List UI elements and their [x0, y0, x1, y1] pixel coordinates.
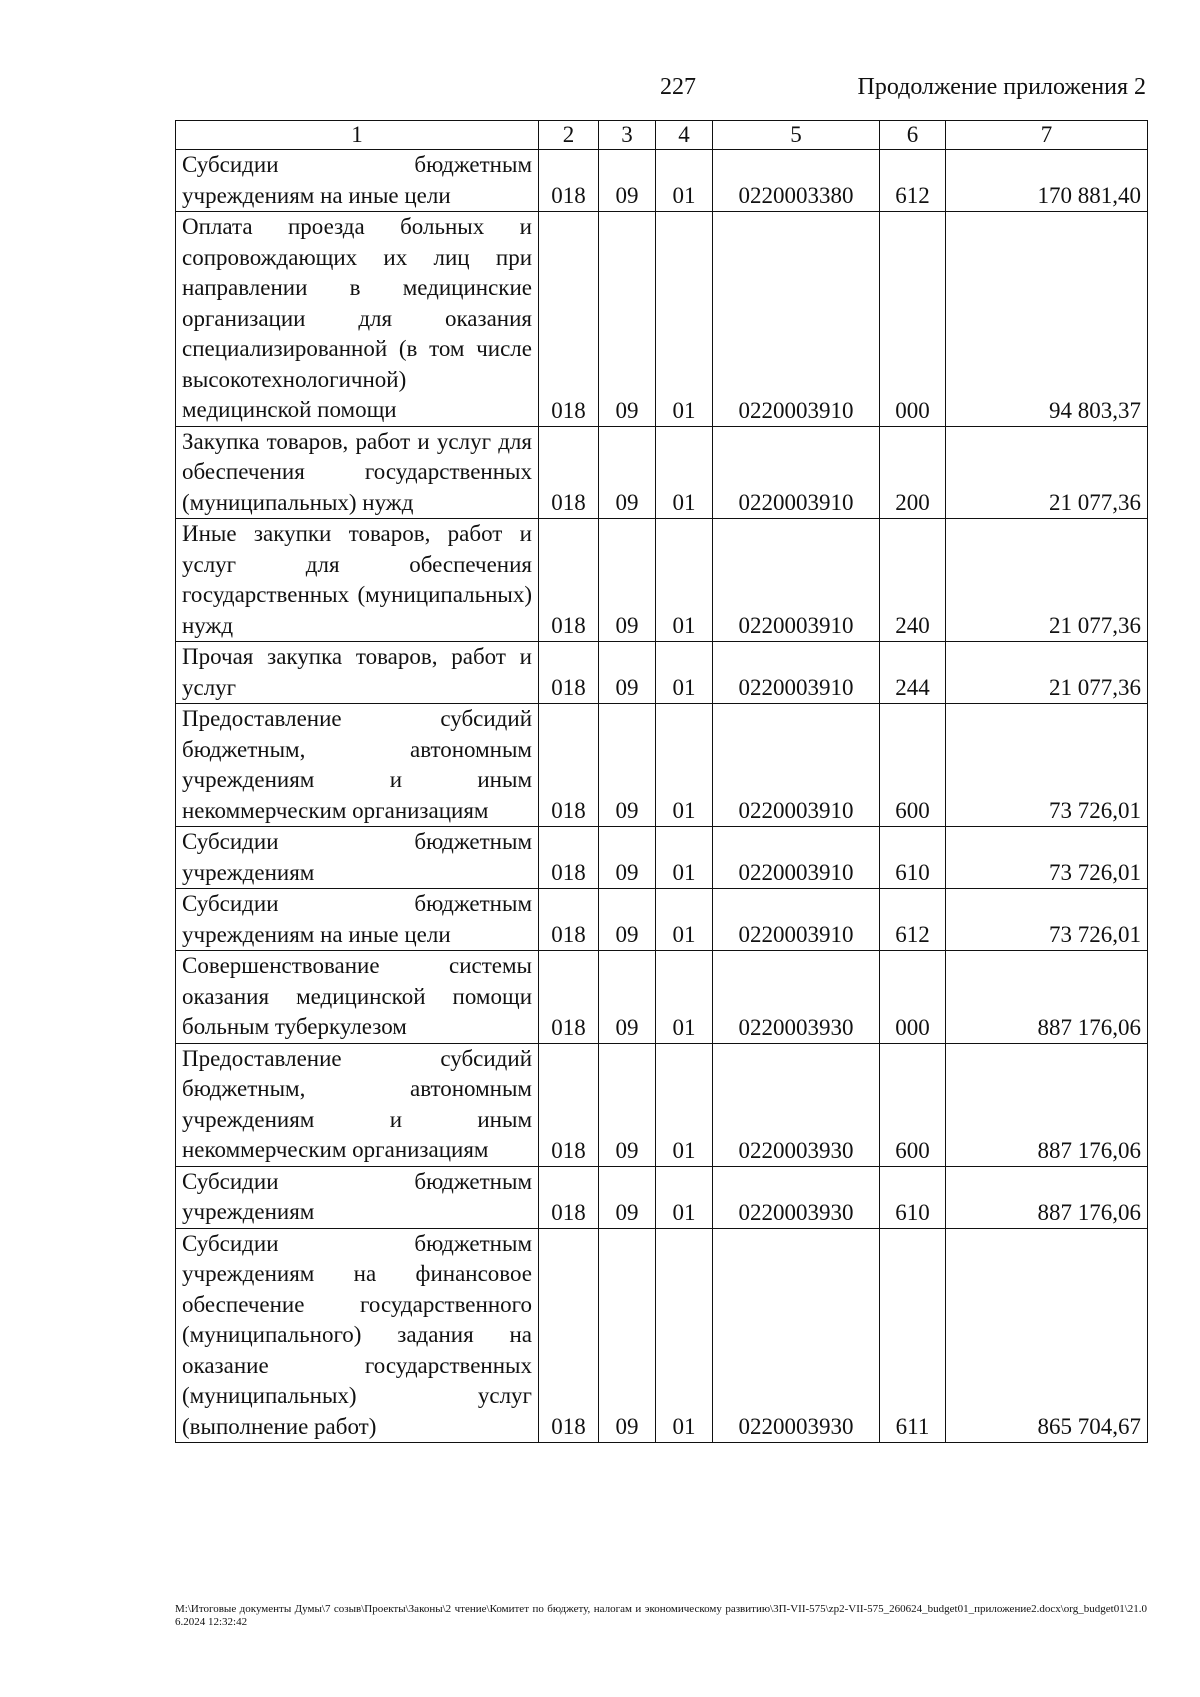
row-amount: 21 077,36: [946, 642, 1148, 704]
row-amount: 73 726,01: [946, 827, 1148, 889]
row-amount: 94 803,37: [946, 212, 1148, 427]
row-name: Субсидии бюджетным учреждениям на иные цели: [176, 150, 539, 212]
column-header-2: 2: [539, 121, 599, 150]
table-header: [176, 121, 1148, 150]
row-target-code: 0220003910: [713, 704, 880, 827]
row-subsection-code: 01: [656, 426, 713, 519]
table-row: [176, 889, 1148, 951]
row-amount: 73 726,01: [946, 704, 1148, 827]
row-section-code: 09: [599, 1043, 656, 1166]
table-row: [176, 150, 1148, 212]
row-name: Предоставление субсидий бюджетным, автономным учреждениям и иным некоммерческим организациям: [176, 704, 539, 827]
row-name: Субсидии бюджетным учреждениям: [176, 827, 539, 889]
row-target-code: 0220003910: [713, 642, 880, 704]
table-row: [176, 704, 1148, 827]
row-name: Оплата проезда больных и сопровождающих их лиц при направлении в медицинские организации для оказания специализированной (в том числе высокотехнологичной) медицинской помощи: [176, 212, 539, 427]
column-header-4: 4: [656, 121, 713, 150]
row-expense-type-code: 610: [880, 1166, 946, 1228]
row-target-code: 0220003910: [713, 212, 880, 427]
row-amount: 170 881,40: [946, 150, 1148, 212]
row-ministry-code: 018: [539, 1166, 599, 1228]
row-subsection-code: 01: [656, 704, 713, 827]
row-target-code: 0220003930: [713, 1166, 880, 1228]
table-body: [176, 150, 1148, 1443]
table-row: [176, 519, 1148, 642]
row-section-code: 09: [599, 426, 656, 519]
row-section-code: 09: [599, 642, 656, 704]
column-header-1: 1: [176, 121, 539, 150]
row-section-code: 09: [599, 951, 656, 1044]
table-row: [176, 1166, 1148, 1228]
page-number: 227: [660, 74, 696, 100]
table-row: [176, 642, 1148, 704]
row-subsection-code: 01: [656, 212, 713, 427]
row-amount: 887 176,06: [946, 951, 1148, 1044]
row-ministry-code: 018: [539, 827, 599, 889]
budget-table: [175, 120, 1148, 1443]
row-expense-type-code: 200: [880, 426, 946, 519]
row-ministry-code: 018: [539, 1228, 599, 1443]
row-name: Предоставление субсидий бюджетным, автономным учреждениям и иным некоммерческим организациям: [176, 1043, 539, 1166]
row-name: Субсидии бюджетным учреждениям на иные цели: [176, 889, 539, 951]
row-subsection-code: 01: [656, 1043, 713, 1166]
row-name: Прочая закупка товаров, работ и услуг: [176, 642, 539, 704]
row-ministry-code: 018: [539, 704, 599, 827]
column-header-6: 6: [880, 121, 946, 150]
table-row: [176, 827, 1148, 889]
row-ministry-code: 018: [539, 889, 599, 951]
row-subsection-code: 01: [656, 1228, 713, 1443]
row-expense-type-code: 612: [880, 889, 946, 951]
row-amount: 887 176,06: [946, 1166, 1148, 1228]
continuation-label: Продолжение приложения 2: [857, 74, 1146, 100]
row-amount: 21 077,36: [946, 426, 1148, 519]
row-ministry-code: 018: [539, 150, 599, 212]
row-section-code: 09: [599, 1228, 656, 1443]
row-target-code: 0220003380: [713, 150, 880, 212]
row-target-code: 0220003930: [713, 1043, 880, 1166]
row-ministry-code: 018: [539, 426, 599, 519]
row-name: Закупка товаров, работ и услуг для обеспечения государственных (муниципальных) нужд: [176, 426, 539, 519]
column-header-7: 7: [946, 121, 1148, 150]
row-expense-type-code: 611: [880, 1228, 946, 1443]
row-expense-type-code: 600: [880, 704, 946, 827]
row-section-code: 09: [599, 1166, 656, 1228]
row-section-code: 09: [599, 889, 656, 951]
row-subsection-code: 01: [656, 889, 713, 951]
row-expense-type-code: 240: [880, 519, 946, 642]
row-expense-type-code: 612: [880, 150, 946, 212]
page-header: [0, 74, 1200, 110]
row-subsection-code: 01: [656, 519, 713, 642]
row-target-code: 0220003930: [713, 1228, 880, 1443]
table-row: [176, 951, 1148, 1044]
document-file-path: M:\Итоговые документы Думы\7 созыв\Проекты\Законы\2 чтение\Комитет по бюджету, налогам и экономическому развитию\3П-VII-575\zp2-VII-575_260624_budget01_приложение2.docx\org_budget01\21.06.2024 12:32:42: [175, 1603, 1147, 1628]
row-section-code: 09: [599, 150, 656, 212]
row-target-code: 0220003910: [713, 827, 880, 889]
row-name: Иные закупки товаров, работ и услуг для обеспечения государственных (муниципальных) нужд: [176, 519, 539, 642]
row-ministry-code: 018: [539, 519, 599, 642]
column-header-3: 3: [599, 121, 656, 150]
row-subsection-code: 01: [656, 1166, 713, 1228]
header-row: [176, 121, 1148, 150]
column-header-5: 5: [713, 121, 880, 150]
row-target-code: 0220003910: [713, 426, 880, 519]
row-name: Субсидии бюджетным учреждениям на финансовое обеспечение государственного (муниципального) задания на оказание государственных (муниципальных) услуг (выполнение работ): [176, 1228, 539, 1443]
row-subsection-code: 01: [656, 150, 713, 212]
row-section-code: 09: [599, 704, 656, 827]
row-amount: 865 704,67: [946, 1228, 1148, 1443]
row-subsection-code: 01: [656, 951, 713, 1044]
row-target-code: 0220003910: [713, 519, 880, 642]
row-section-code: 09: [599, 827, 656, 889]
row-expense-type-code: 610: [880, 827, 946, 889]
table-row: [176, 426, 1148, 519]
row-target-code: 0220003910: [713, 889, 880, 951]
row-ministry-code: 018: [539, 642, 599, 704]
row-expense-type-code: 600: [880, 1043, 946, 1166]
row-name: Совершенствование системы оказания медицинской помощи больным туберкулезом: [176, 951, 539, 1044]
table-row: [176, 212, 1148, 427]
row-amount: 73 726,01: [946, 889, 1148, 951]
row-amount: 21 077,36: [946, 519, 1148, 642]
row-ministry-code: 018: [539, 951, 599, 1044]
row-ministry-code: 018: [539, 1043, 599, 1166]
row-target-code: 0220003930: [713, 951, 880, 1044]
row-subsection-code: 01: [656, 642, 713, 704]
row-amount: 887 176,06: [946, 1043, 1148, 1166]
row-section-code: 09: [599, 212, 656, 427]
row-expense-type-code: 000: [880, 951, 946, 1044]
table-row: [176, 1043, 1148, 1166]
row-ministry-code: 018: [539, 212, 599, 427]
row-subsection-code: 01: [656, 827, 713, 889]
row-section-code: 09: [599, 519, 656, 642]
row-name: Субсидии бюджетным учреждениям: [176, 1166, 539, 1228]
table-row: [176, 1228, 1148, 1443]
row-expense-type-code: 000: [880, 212, 946, 427]
row-expense-type-code: 244: [880, 642, 946, 704]
